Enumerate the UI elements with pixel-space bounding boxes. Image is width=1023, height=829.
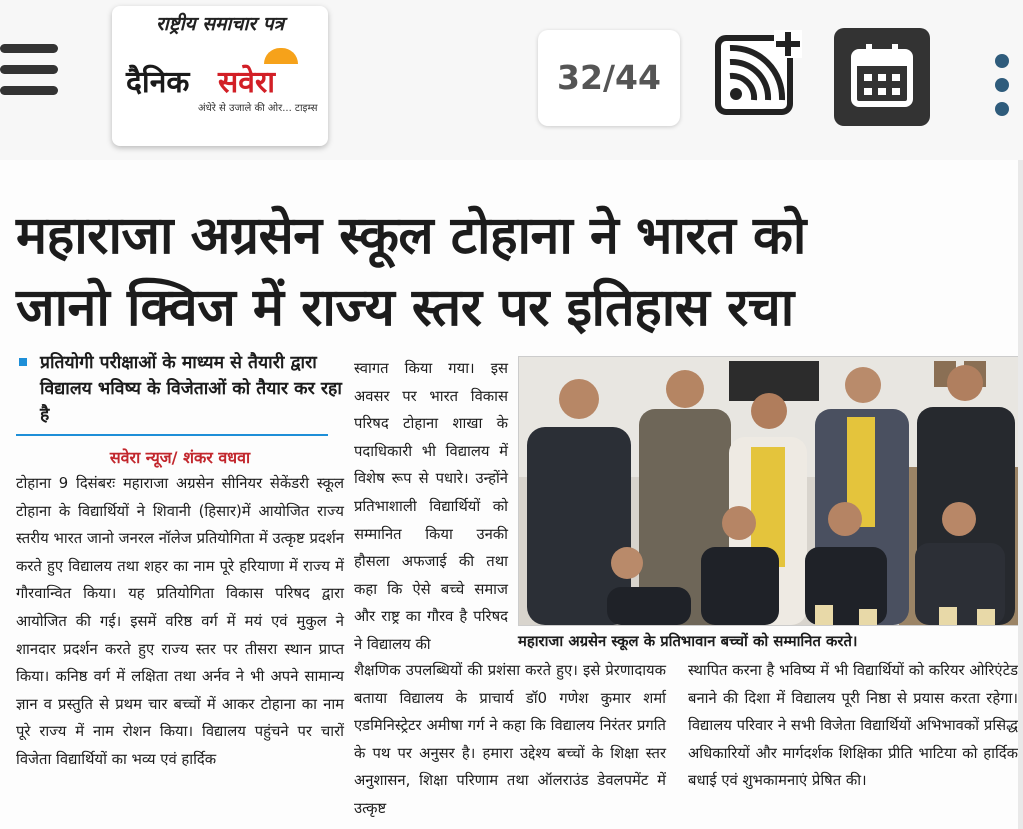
article-column-1 xyxy=(16,350,344,774)
deck-text: प्रतियोगी परीक्षाओं के माध्यम से तैयारी द्वारा विद्यालय भविष्य के विजेताओं को तैयार कर रहा है xyxy=(40,353,342,425)
cropped-previous-text xyxy=(0,162,1023,172)
photo-caption: महाराजा अग्रसेन स्कूल के प्रतिभावान बच्चों को सम्मानित करते। xyxy=(518,633,858,650)
more-vert-icon[interactable] xyxy=(995,54,1019,120)
body-paragraph-4: स्थापित करना है भविष्य में भी विद्यार्थियों को करियर ओरिएंटेड बनाने की दिशा में विद्यालय पूरी निष्ठा से प्रयास करता रहेगा। विद्यालय परिवार ने सभी विजेता विद्यार्थियों अभिभावकों प्रसिद्ध अधिकारियों और मार्गदर्शक शिक्षिका प्रीति भाटिया को हार्दिक बधाई एवं शुभकामनाएं प्रेषित की। xyxy=(688,662,1018,790)
bullet-icon xyxy=(19,358,27,366)
headline-line-1: महाराजा अग्रसेन स्कूल टोहाना ने भारत को xyxy=(16,206,806,266)
menu-icon[interactable] xyxy=(0,44,58,96)
article-photo xyxy=(518,356,1020,626)
newspaper-logo[interactable] xyxy=(112,6,328,146)
headline-line-2: जानो क्विज में राज्य स्तर पर इतिहास रचा xyxy=(16,278,794,338)
logo-name-part2: सवेरा xyxy=(218,65,275,100)
body-paragraph-3: शैक्षणिक उपलब्धियों की प्रशंसा करते हुए। इसे प्रेरणादायक बताया विद्यालय के प्राचार्य डॉ0 गणेश कुमार शर्मा एडमिनिस्ट्रेटर अमीषा गर्ग ने कहा कि विद्यालय निरंतर प्रगति के पथ पर अनुसर है। हमारा उद्देश्य बच्चों के शिक्षा स्तर अनुशासन, शिक्षा परिणाम तथा ऑलराउंड डेवलपमेंट में उत्कृष्ट xyxy=(354,662,666,817)
logo-tagline: राष्ट्रीय समाचार पत्र xyxy=(155,13,285,35)
divider xyxy=(16,434,328,436)
page-edge xyxy=(1018,160,1023,829)
rss-add-icon[interactable] xyxy=(714,30,802,118)
logo-name-part1: दैनिक xyxy=(126,65,190,100)
app-toolbar xyxy=(0,0,1023,160)
page-counter[interactable]: 32/44 xyxy=(538,30,680,126)
byline: सवेरा न्यूज/ शंकर वधवा xyxy=(109,448,251,467)
newspaper-clipping xyxy=(0,160,1023,829)
body-paragraph-1: टोहाना 9 दिसंबरः महाराजा अग्रसेन सीनियर सेकेंडरी स्कूल टोहाना के विद्यार्थियों ने शिवानी (हिसार)में आयोजित राज्य स्तरीय भारत जानो जनरल नॉलेज प्रतियोगिता में उत्कृष्ट प्रदर्शन करते हुए विद्यालय तथा शहर का नाम पूरे हरियाणा में राज्य में गौरवान्वित किया। यह प्रतियोगिता विकास परिषद द्वारा आयोजित की गई। इसमें वरिष्ठ वर्ग में मयं एवं मुकुल ने शानदार प्रदर्शन करते हुए राज्य स्तर पर तीसरा स्थान प्राप्त किया। कनिष्ठ वर्ग में लक्षिता तथा अर्नव ने भी अपने सामान्य ज्ञान व प्रस्तुति से प्रथम चार बच्चों में आकर टोहाना का नाम पूरे राज्य में नाम रोशन किया। विद्यालय पहुंचने पर चारों विजेता विद्यार्थियों का भव्य एवं हार्दिक xyxy=(16,475,344,768)
logo-slogan: अंधेरे से उजाले की ओर... टाइम्स xyxy=(198,103,318,114)
body-paragraph-2: स्वागत किया गया। इस अवसर पर भारत विकास परिषद टोहाना शाखा के पदाधिकारी भी विद्यालय में विशेष रूप से पधारे। उन्होंने प्रतिभाशाली विद्यार्थियों को सम्मानित किया उनकी हौसला अफजाई की तथा कहा कि ऐसे बच्चे समाज और राष्ट्र का गौरव है परिषद ने विद्यालय की xyxy=(354,360,508,653)
article-deck xyxy=(16,350,344,428)
calendar-icon[interactable] xyxy=(834,28,930,126)
